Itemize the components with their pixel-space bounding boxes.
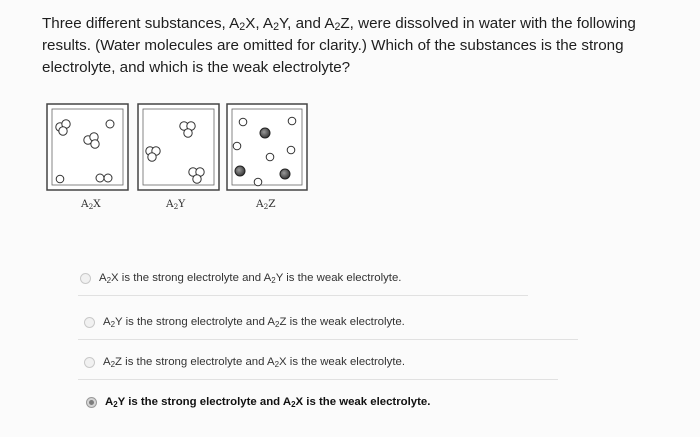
label-a2z: $A_2Z$ — [256, 198, 276, 211]
divider — [78, 379, 558, 380]
option-1-label: $A_2X$ is the strong electrolyte and $A_2Y$ is the weak electrolyte. — [99, 272, 402, 285]
option-3[interactable] — [84, 351, 684, 373]
option-3-label: $A_2Z$ is the strong electrolyte and $A_2X$ is the weak electrolyte. — [103, 356, 406, 369]
box-a2y — [138, 104, 219, 190]
question-part: Z, were dissolved in water with the following results. (Water molecules are omitted for clarity.) Which of the substances is the strong electrolyte, and which is the weak electrolyte? — [42, 15, 636, 76]
radio-button-selected[interactable] — [86, 397, 97, 408]
subscript: 2 — [273, 21, 279, 33]
subscript: 2 — [239, 21, 246, 33]
box-a2z — [227, 104, 307, 190]
radio-button[interactable] — [80, 273, 91, 284]
radio-button[interactable] — [84, 317, 95, 328]
divider — [78, 339, 578, 340]
divider — [78, 295, 528, 296]
option-1[interactable] — [80, 267, 680, 289]
subscript: 2 — [334, 21, 341, 33]
option-4-label: $A_2Y$ is the strong electrolyte and $A_2X$ is the weak electrolyte. — [105, 396, 431, 409]
radio-button[interactable] — [84, 357, 95, 368]
question-part: Y, and A — [279, 15, 335, 32]
question-part: Three different substances, A — [42, 15, 240, 32]
box-a2x — [47, 104, 128, 190]
option-2[interactable] — [84, 311, 684, 333]
question-part: X, A — [245, 15, 274, 32]
label-a2y: $A_2Y$ — [166, 198, 186, 211]
question-text — [42, 13, 672, 79]
option-4[interactable] — [86, 391, 686, 413]
label-a2x: $A_2X$ — [81, 198, 101, 211]
option-2-label: $A_2Y$ is the strong electrolyte and $A_2Z$ is the weak electrolyte. — [103, 316, 405, 329]
